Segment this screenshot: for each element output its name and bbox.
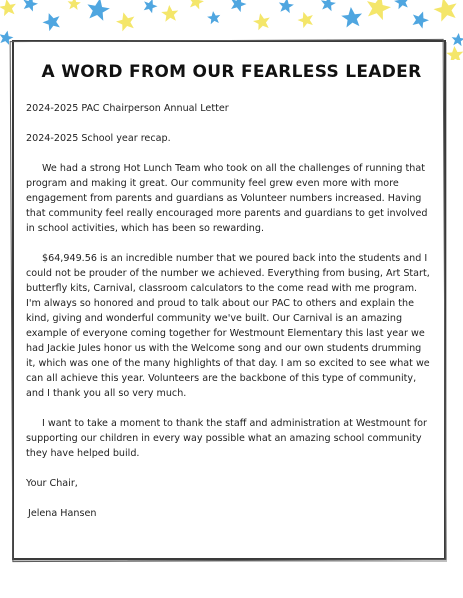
star-icon [296,9,316,29]
star-icon [206,10,221,24]
letter-closing: Your Chair, [26,478,78,489]
star-icon [161,4,179,22]
star-icon [363,0,393,21]
star-icon [409,9,431,30]
star-icon [340,6,363,28]
star-icon [40,10,63,32]
star-icon [431,0,460,23]
star-icon [21,0,39,12]
letter-title: 2024-2025 PAC Chairperson Annual Letter [26,103,229,114]
star-icon [451,32,463,46]
star-icon [141,0,159,14]
star-icon [67,0,81,10]
star-icon [114,10,137,32]
star-icon [252,11,272,30]
star-icon [0,0,18,17]
star-icon [446,45,463,60]
star-icon [228,0,248,13]
letter-body [26,101,430,536]
letter-subtitle: 2024-2025 School year recap. [26,133,171,144]
page-heading: A WORD FROM OUR FEARLESS LEADER [41,62,422,82]
signature-name: Jelena Hansen [28,508,97,519]
letter-paragraph: $64,949.56 is an incredible number that we poured back into the students and I could not be prouder of the number we achieved. Everything from busing, Art Start, butterfly kits, Carnival, classroom calculators to the come read with me program. I'm always so honored and proud to talk about our PAC to others and explain the kind, giving and wonderful community we've built. Our Carnival is an amazing example of everyone coming together for Westmount Elementary this last year we had Jackie Jules honor us with the Welcome song and our own students drumming it, which was one of the many highlights of that day. I am so excited to see what we can all achieve this year. Volunteers are the backbone of this type of community, and I thank you all so very much. [26,253,430,399]
star-icon [393,0,410,10]
star-icon [85,0,111,22]
letter-paragraph: I want to take a moment to thank the staff and administration at Westmount for supporting our children in every way possible what an amazing school community they have helped build. [26,418,427,459]
star-icon [278,0,295,13]
star-icon [319,0,336,12]
letter-paragraph: We had a strong Hot Lunch Team who took on all the challenges of running that program and making it great. Our community feel grew even more with more engagement from parents and guardians as Volunteer numbers increased. Having that community feel really encouraged more parents and guardians to get involved in school activities, which has been so rewarding. [26,163,428,234]
star-icon [187,0,205,10]
